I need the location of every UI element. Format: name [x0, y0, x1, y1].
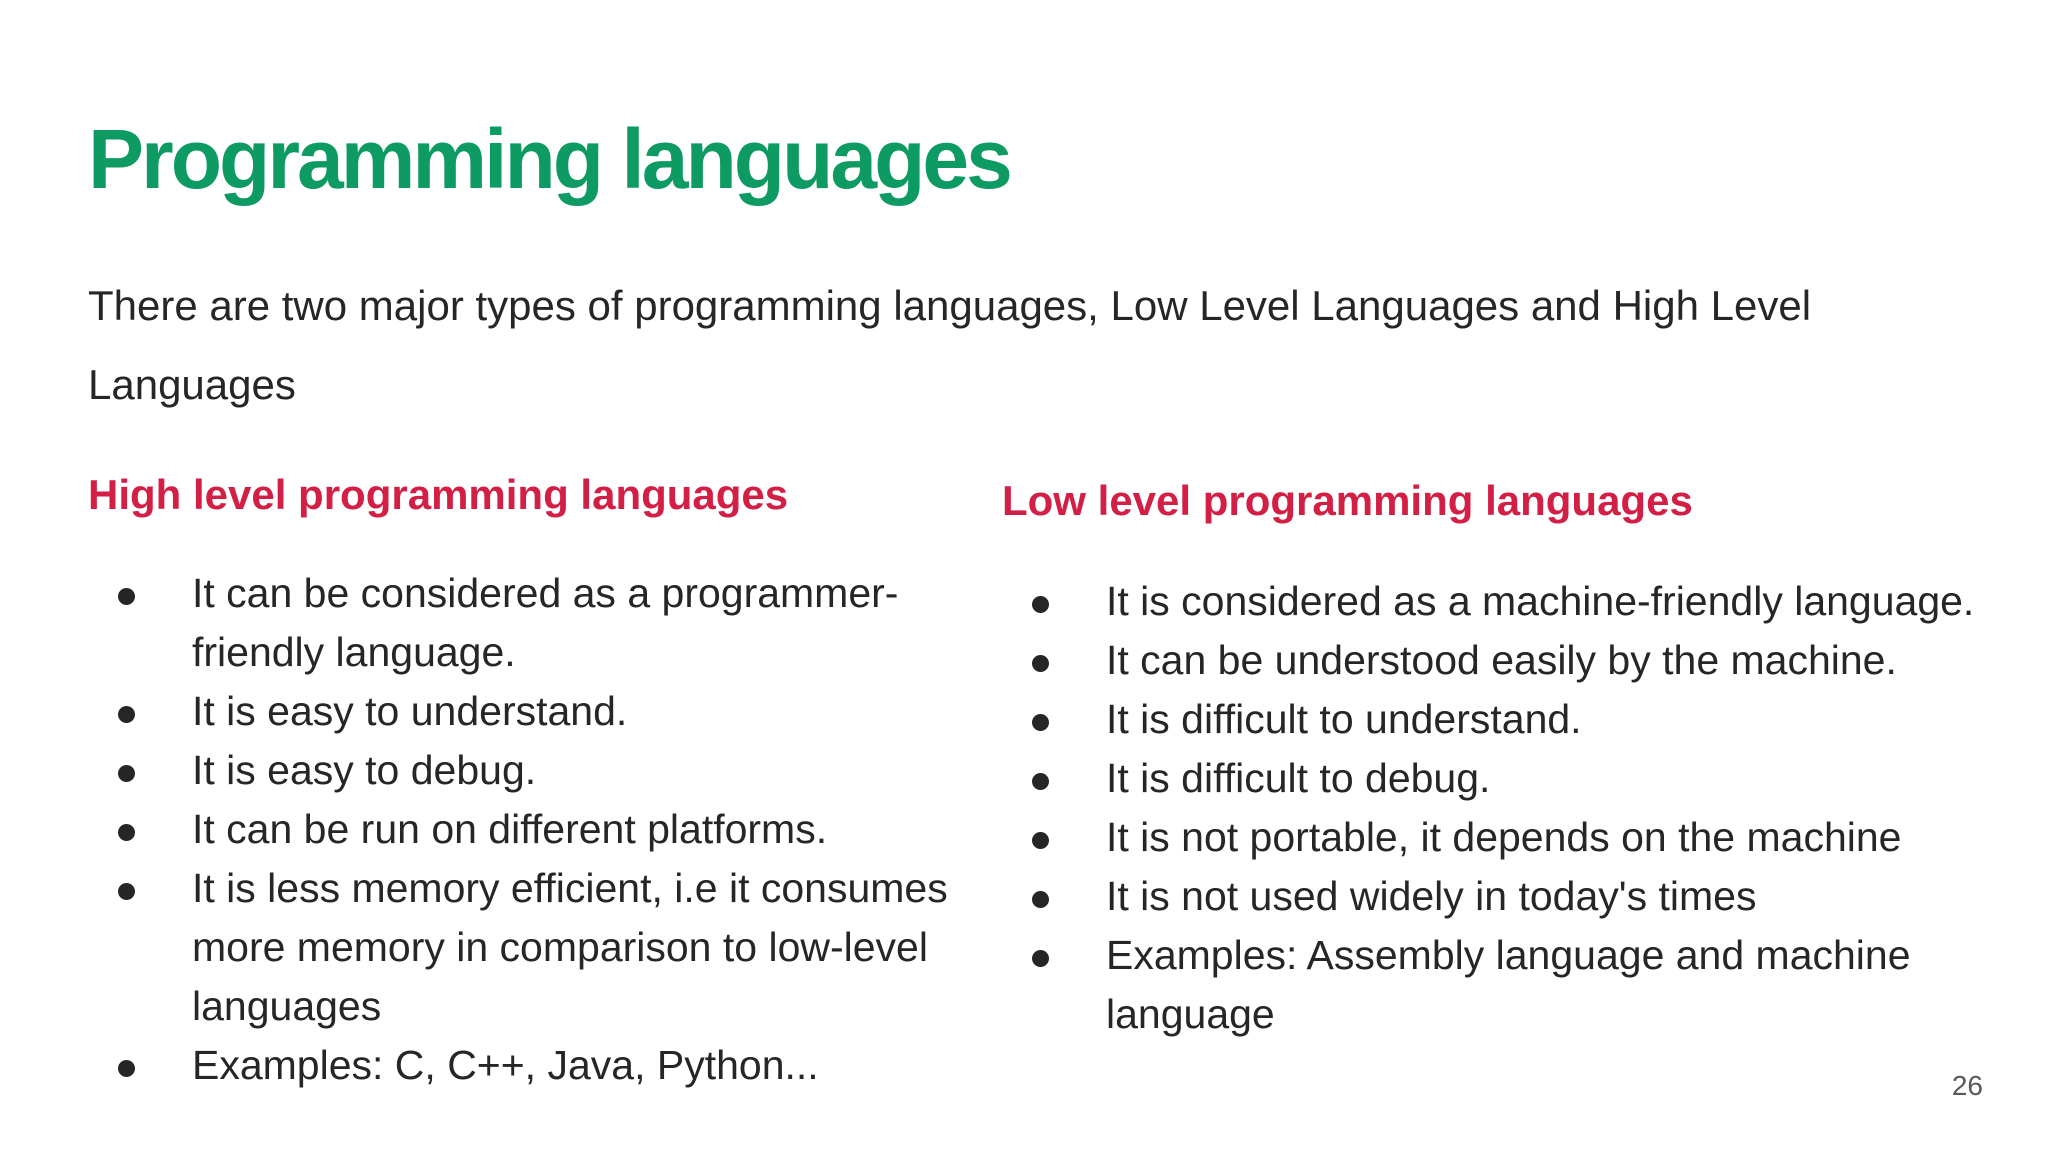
- list-item-text: It is considered as a machine-friendly language.: [1106, 578, 1975, 624]
- bullet-icon: [118, 824, 135, 841]
- list-item-text: It is not portable, it depends on the machine: [1106, 814, 1902, 860]
- list-item-text: It can be considered as a programmer-friendly language.: [192, 570, 899, 675]
- list-item-text: Examples: C, C++, Java, Python...: [192, 1042, 819, 1088]
- list-item: [88, 741, 972, 800]
- list-item: [88, 564, 972, 682]
- bullet-icon: [1032, 832, 1049, 849]
- list-item-text: It is easy to debug.: [192, 747, 537, 793]
- list-item: [88, 800, 972, 859]
- list-item: [1002, 867, 2006, 926]
- page-number: 26: [1951, 1070, 1983, 1101]
- bullet-icon: [118, 1060, 135, 1077]
- list-item-text: It is difficult to understand.: [1106, 696, 1582, 742]
- intro-paragraph: There are two major types of programming languages, Low Level Languages and High Level Languages: [88, 282, 1812, 408]
- list-item-text: Examples: Assembly language and machine language: [1106, 932, 1911, 1037]
- list-item: [1002, 808, 2006, 867]
- list-item: [1002, 572, 2006, 631]
- bullet-icon: [1032, 655, 1049, 672]
- bullet-icon: [118, 706, 135, 723]
- list-item: [1002, 631, 2006, 690]
- low-level-heading: Low level programming languages: [1002, 477, 1693, 524]
- list-item-text: It is not used widely in today's times: [1106, 873, 1757, 919]
- bullet-icon: [1032, 891, 1049, 908]
- list-item-text: It is easy to understand.: [192, 688, 628, 734]
- bullet-icon: [1032, 596, 1049, 613]
- list-item: [1002, 690, 2006, 749]
- list-item-text: It can be run on different platforms.: [192, 806, 828, 852]
- bullet-icon: [1032, 714, 1049, 731]
- low-level-list: [1002, 572, 2002, 1044]
- list-item-text: It is difficult to debug.: [1106, 755, 1491, 801]
- bullet-icon: [118, 588, 135, 605]
- bullet-icon: [1032, 773, 1049, 790]
- low-level-column: [1002, 472, 2002, 1044]
- list-item: [88, 1036, 972, 1095]
- list-item: [1002, 749, 2006, 808]
- bullet-icon: [1032, 950, 1049, 967]
- list-item: [1002, 926, 2006, 1044]
- bullet-icon: [118, 765, 135, 782]
- slide-title: Programming languages: [88, 112, 1010, 206]
- list-item-text: It is less memory efficient, i.e it consumes more memory in comparison to low-level languages: [192, 865, 948, 1029]
- list-item: [88, 682, 972, 741]
- bullet-icon: [118, 883, 135, 900]
- list-item: [88, 859, 972, 1036]
- high-level-list: [88, 564, 968, 1095]
- list-item-text: It can be understood easily by the machine.: [1106, 637, 1897, 683]
- high-level-heading: High level programming languages: [88, 471, 789, 518]
- high-level-column: [88, 466, 968, 1095]
